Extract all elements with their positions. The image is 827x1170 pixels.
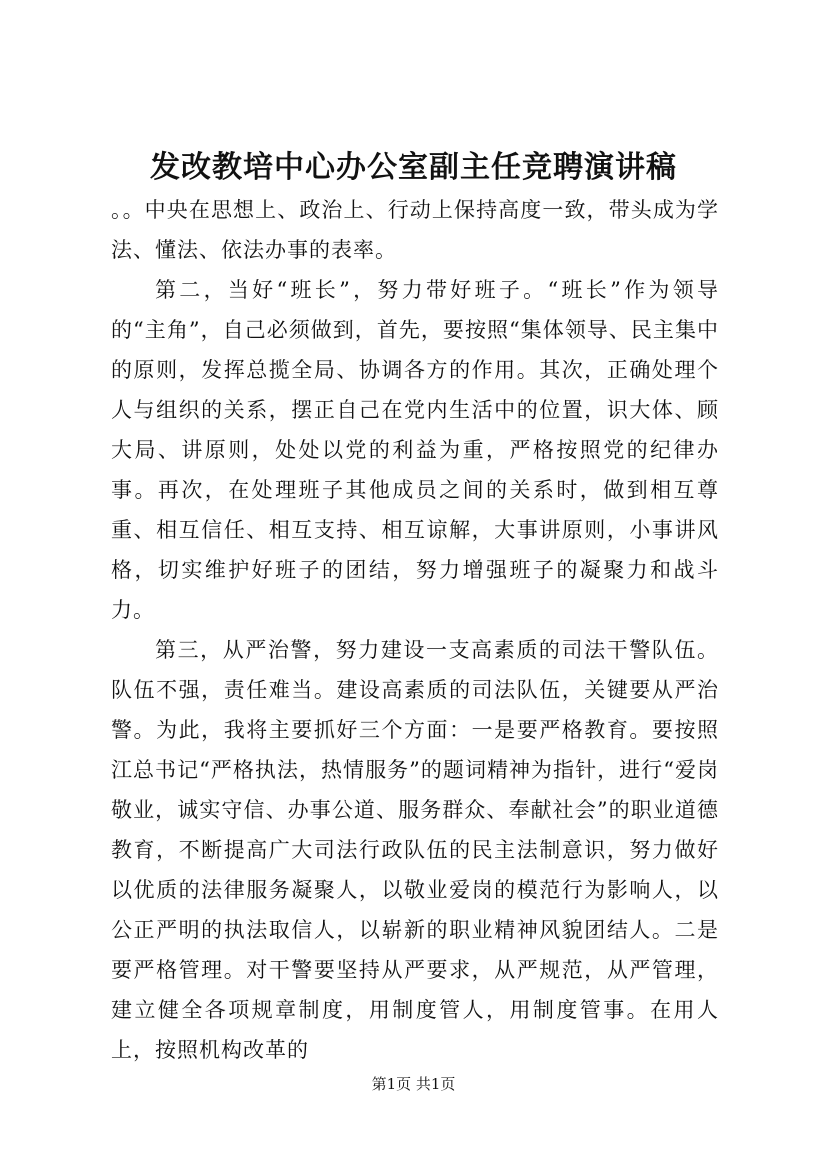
paragraph-continuation: 。。中央在思想上、政治上、行动上保持高度一致，带头成为学法、懂法、依法办事的表率。 — [111, 198, 719, 262]
paragraph-third-point: 第三，从严治警，努力建设一支高素质的司法干警队伍。队伍不强，责任难当。建设高素质的司法队伍，关键要从严治警。为此，我将主要抓好三个方面：一是要严格教育。要按照江总书记“严格执法，热情服务”的题词精神为指针，进行“爱岗敬业，诚实守信、办事公道、服务群众、奉献社会”的职业道德教育，不断提高广大司法行政队伍的民主法制意识，努力做好以优质的法律服务凝聚人，以敬业爱岗的模范行为影响人，以公正严明的执法取信人，以崭新的职业精神风貌团结人。二是要严格管理。对干警要坚持从严要求，从严规范，从严管理，建立健全各项规章制度，用制度管人，用制度管事。在用人上，按照机构改革的 — [111, 638, 719, 1062]
document-body — [111, 190, 719, 1070]
page-footer: 第1页 共1页 — [371, 1075, 456, 1093]
document-title: 发改教培中心办公室副主任竞聘演讲稿 — [150, 150, 677, 185]
paragraph-second-point: 第二，当好“班长”，努力带好班子。“班长”作为领导的“主角”，自己必须做到，首先，要按照“集体领导、民主集中的原则，发挥总揽全局、协调各方的作用。其次，正确处理个人与组织的关系，摆正自己在党内生活中的位置，识大体、顾大局、讲原则，处处以党的利益为重，严格按照党的纪律办事。再次，在处理班子其他成员之间的关系时，做到相互尊重、相互信任、相互支持、相互谅解，大事讲原则，小事讲风格，切实维护好班子的团结，努力增强班子的凝聚力和战斗力。 — [111, 278, 719, 622]
